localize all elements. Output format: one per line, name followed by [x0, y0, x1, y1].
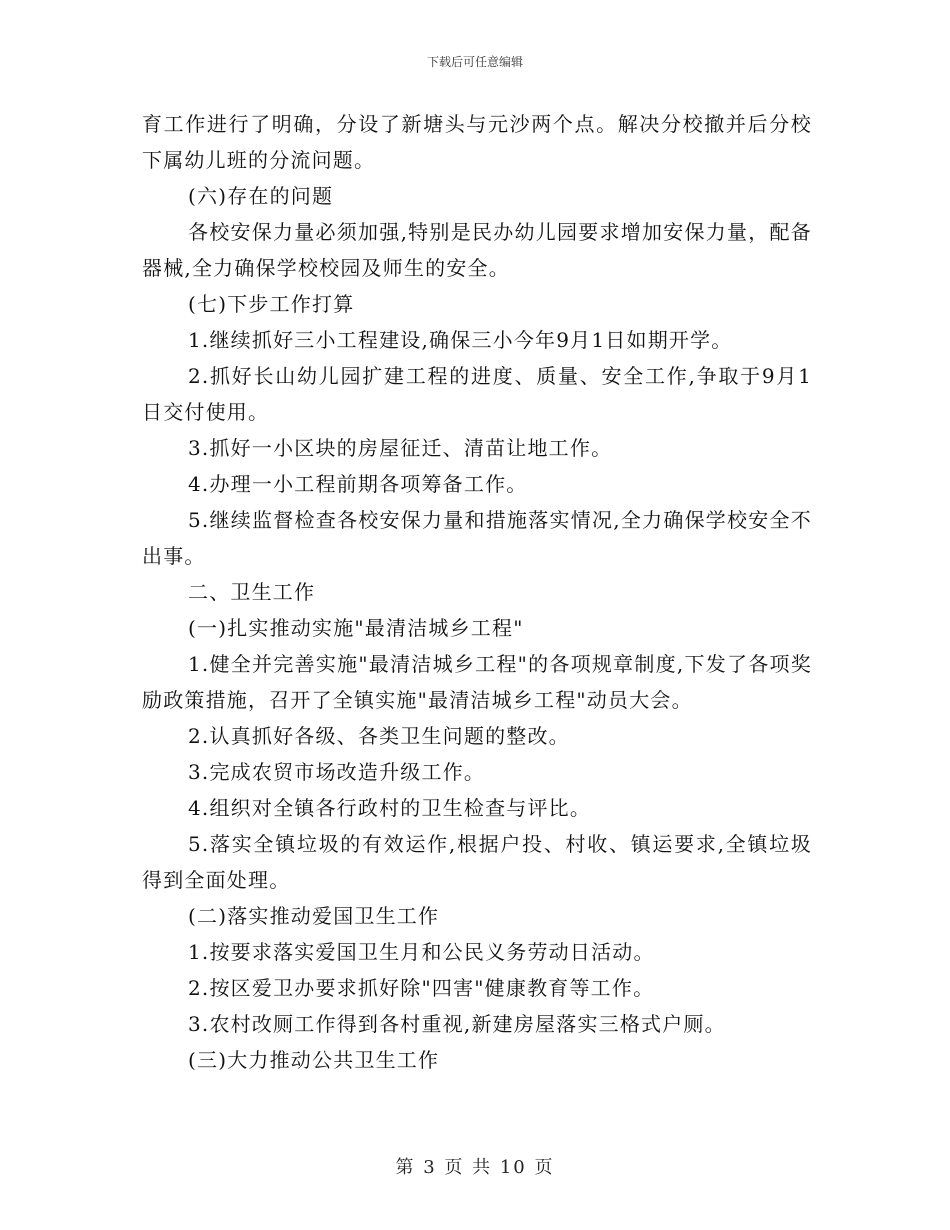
- paragraph: 各校安保力量必须加强,特别是民办幼儿园要求增加安保力量，配备器械,全力确保学校校园及师生的安全。: [142, 220, 812, 280]
- paragraph: 1.健全并完善实施"最清洁城乡工程"的各项规章制度,下发了各项奖励政策措施，召开了全镇实施"最清洁城乡工程"动员大会。: [142, 652, 812, 712]
- paragraph: 1.按要求落实爱国卫生月和公民义务劳动日活动。: [188, 940, 655, 964]
- page-number: 第 3 页 共 10 页: [395, 1157, 555, 1178]
- paragraph: 2.按区爱卫办要求抓好除"四害"健康教育等工作。: [188, 976, 655, 1000]
- paragraph: (二)落实推动爱国卫生工作: [188, 904, 440, 928]
- paragraph: 4.组织对全镇各行政村的卫生检查与评比。: [188, 796, 592, 820]
- paragraph: 5.落实全镇垃圾的有效运作,根据户投、村收、镇运要求,全镇垃圾得到全面处理。: [142, 832, 812, 892]
- header-note: 下载后可任意编辑: [426, 55, 523, 69]
- document-body: [142, 106, 812, 1078]
- paragraph: 3.完成农贸市场改造升级工作。: [188, 760, 486, 784]
- paragraph: (一)扎实推动实施"最清洁城乡工程": [188, 616, 524, 640]
- section-heading: 二、卫生工作: [188, 580, 316, 604]
- paragraph: 2.抓好长山幼儿园扩建工程的进度、质量、安全工作,争取于9月1日交付使用。: [142, 364, 812, 424]
- paragraph: (六)存在的问题: [188, 184, 334, 208]
- paragraph: 育工作进行了明确，分设了新塘头与元沙两个点。解决分校撤并后分校下属幼儿班的分流问题。: [142, 112, 812, 172]
- paragraph: (三)大力推动公共卫生工作: [188, 1048, 440, 1072]
- paragraph: (七)下步工作打算: [188, 292, 355, 316]
- paragraph: 3.抓好一小区块的房屋征迁、清苗让地工作。: [188, 436, 613, 460]
- paragraph: 1.继续抓好三小工程建设,确保三小今年9月1日如期开学。: [188, 328, 733, 352]
- paragraph: 5.继续监督检查各校安保力量和措施落实情况,全力确保学校安全不出事。: [142, 508, 812, 568]
- paragraph: 2.认真抓好各级、各类卫生问题的整改。: [188, 724, 570, 748]
- paragraph: 4.办理一小工程前期各项筹备工作。: [188, 472, 528, 496]
- paragraph: 3.农村改厕工作得到各村重视,新建房屋落实三格式户厕。: [188, 1012, 726, 1036]
